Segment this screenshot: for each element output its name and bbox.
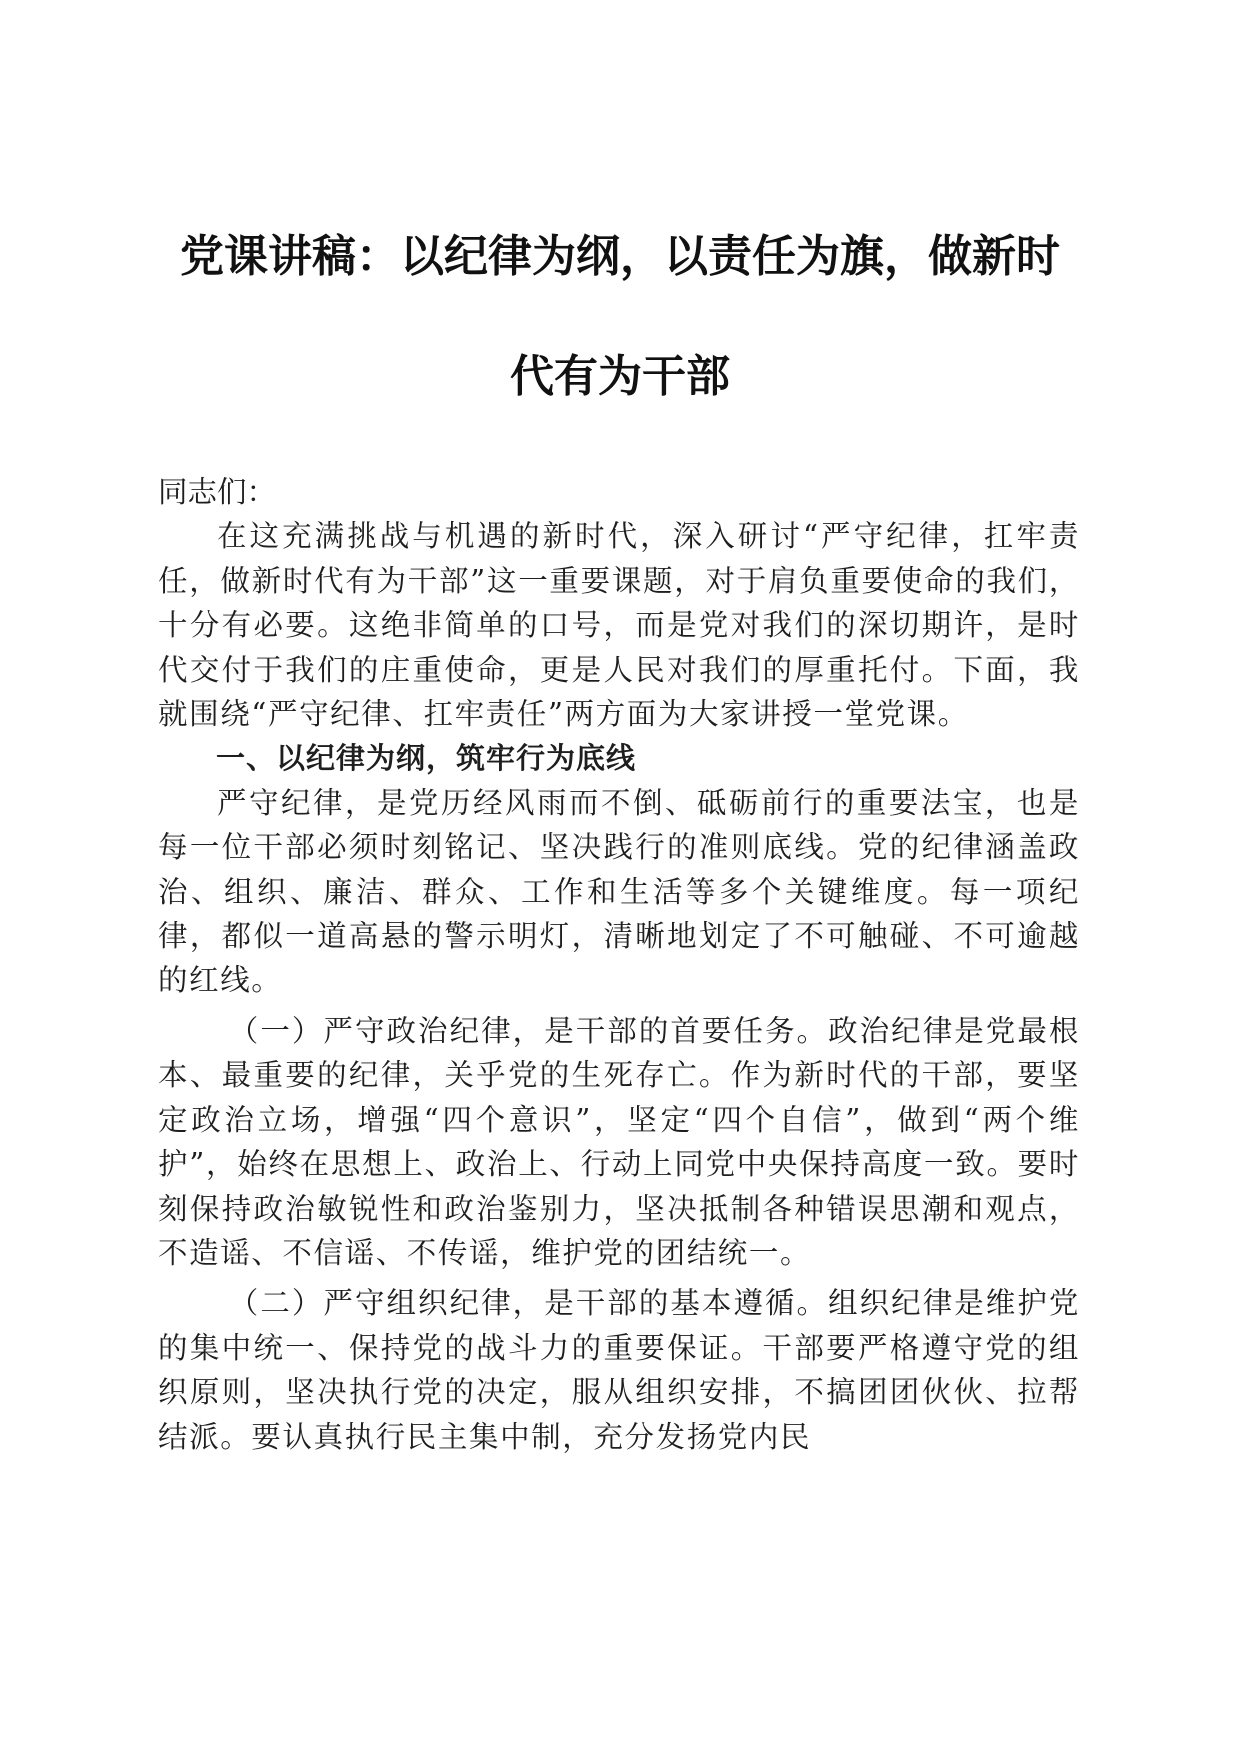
subsection-organizational-discipline: （二）严守组织纪律，是干部的基本遵循。组织纪律是维护党的集中统一、保持党的战斗力的重要保证。干部要严格遵守党的组织原则，坚决执行党的决定，服从组织安排，不搞团团伙伙、拉帮结派。要认真执行民主集中制，充分发扬党内民 <box>158 1286 1080 1454</box>
greeting: 同志们： <box>158 475 277 509</box>
subsection-political-discipline: （一）严守政治纪律，是干部的首要任务。政治纪律是党最根本、最重要的纪律，关乎党的生死存亡。作为新时代的干部，要坚定政治立场，增强“四个意识”，坚定“四个自信”，做到“两个维护”，始终在思想上、政治上、行动上同党中央保持高度一致。要时刻保持政治敏锐性和政治鉴别力，坚决抵制各种错误思潮和观点，不造谣、不信谣、不传谣，维护党的团结统一。 <box>158 1013 1080 1270</box>
document-body <box>158 470 1080 1459</box>
document-title-line-2: 代有为干部 <box>510 351 730 402</box>
section-heading-1: 一、以纪律为纲，筑牢行为底线 <box>216 741 637 776</box>
intro-paragraph: 在这充满挑战与机遇的新时代，深入研讨“严守纪律，扛牢责任，做新时代有为干部”这一重要课题，对于肩负重要使命的我们，十分有必要。这绝非简单的口号，而是党对我们的深切期许，是时代交付于我们的庄重使命，更是人民对我们的厚重托付。下面，我就围绕“严守纪律、扛牢责任”两方面为大家讲授一堂党课。 <box>158 519 1080 732</box>
section1-paragraph: 严守纪律，是党历经风雨而不倒、砥砺前行的重要法宝，也是每一位干部必须时刻铭记、坚决践行的准则底线。党的纪律涵盖政治、组织、廉洁、群众、工作和生活等多个关键维度。每一项纪律，都似一道高悬的警示明灯，清晰地划定了不可触碰、不可逾越的红线。 <box>158 785 1080 998</box>
document-title-line-1: 党课讲稿：以纪律为纲，以责任为旗，做新时 <box>180 231 1060 282</box>
